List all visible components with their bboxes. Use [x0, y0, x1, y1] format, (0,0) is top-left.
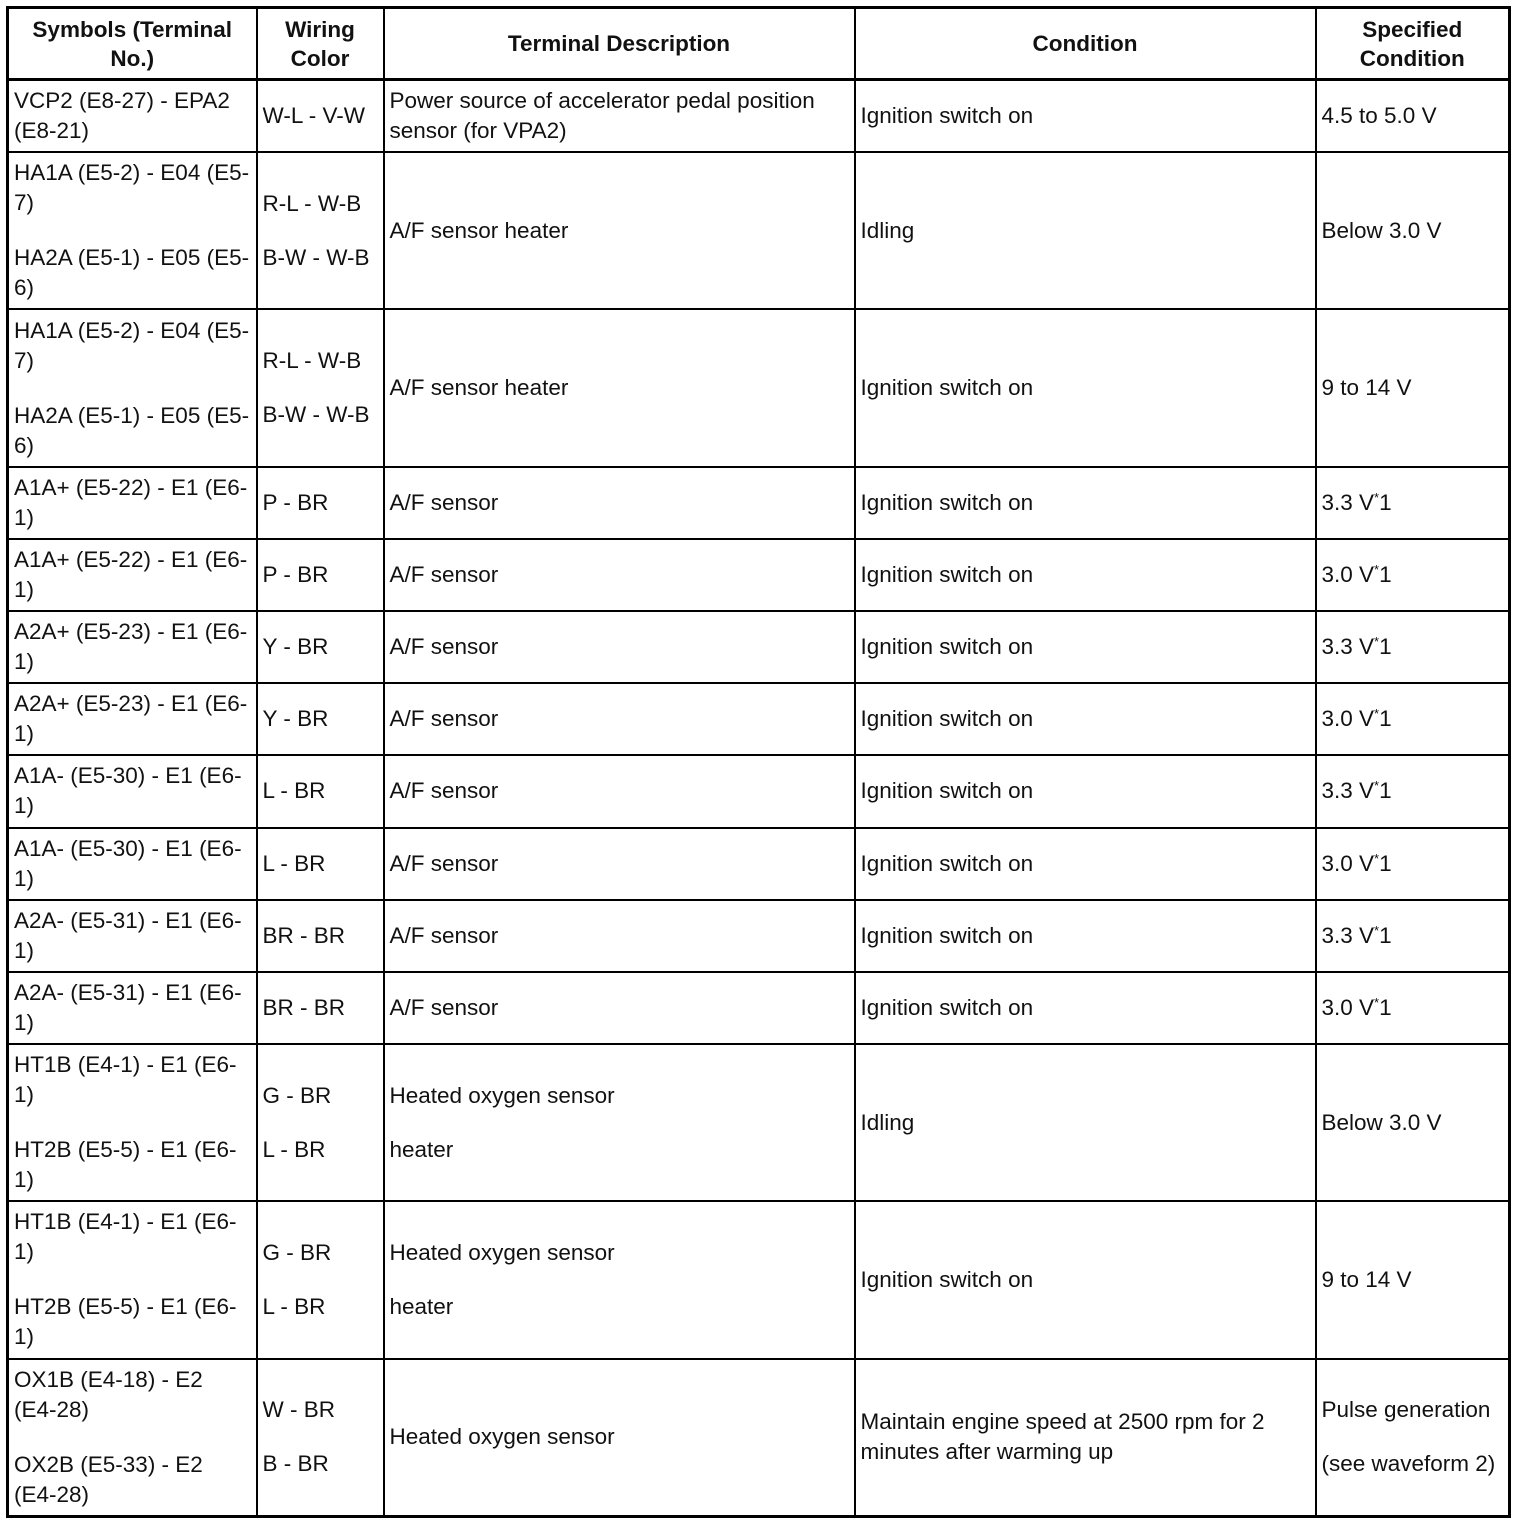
footnote-asterisk: * — [1374, 922, 1380, 938]
description-cell — [384, 900, 855, 972]
condition-cell: Maintain engine speed at 2500 rpm for 2 minutes after warming up — [855, 1359, 1316, 1517]
footnote-number: 1 — [1379, 706, 1392, 732]
spec-cell — [1316, 611, 1510, 683]
spec-cell: 9 to 14 V — [1316, 309, 1510, 466]
description-text: Power source of accelerator pedal position sensor (for VPA2) — [389, 88, 815, 144]
description-cell — [384, 828, 855, 900]
description-text: A/F sensor — [389, 634, 499, 660]
condition-cell: Ignition switch on — [855, 683, 1316, 755]
description-cell — [384, 152, 855, 309]
wiring-text: BR - BR — [262, 994, 346, 1020]
wiring-text: Y - BR — [262, 634, 329, 660]
symbols-text: HA1A (E5-2) - E04 (E5-7) — [14, 160, 250, 216]
symbols-text: A2A- (E5-31) - E1 (E6-1) — [14, 907, 242, 963]
header-specified-condition: Specified Condition — [1316, 8, 1510, 80]
condition-cell: Ignition switch on — [855, 611, 1316, 683]
footnote-asterisk: * — [1374, 634, 1380, 650]
spec-cell: 4.5 to 5.0 V — [1316, 80, 1510, 153]
description-text: A/F sensor — [389, 922, 499, 948]
symbols-text: A1A- (E5-30) - E1 (E6-1) — [14, 835, 242, 891]
table-row — [8, 683, 1510, 755]
table-row — [8, 900, 1510, 972]
footnote-asterisk: * — [1374, 778, 1380, 794]
description-text: A/F sensor — [389, 778, 499, 804]
footnote-number: 1 — [1379, 562, 1392, 587]
description-cell — [384, 683, 855, 755]
symbols-text: A1A+ (E5-22) - E1 (E6-1) — [14, 547, 248, 602]
wiring-cell — [257, 80, 384, 153]
table-row — [8, 467, 1510, 539]
spec-cell: Below 3.0 V — [1316, 1044, 1510, 1201]
description-text: Heated oxygen sensor — [389, 1424, 615, 1450]
footnote-number: 1 — [1379, 850, 1392, 876]
spec-cell: Below 3.0 V — [1316, 152, 1510, 309]
wiring-cell — [257, 152, 384, 309]
footnote-asterisk: * — [1374, 562, 1380, 577]
spec-cell — [1316, 467, 1510, 539]
description-text: A/F sensor — [389, 489, 499, 515]
wiring-text: W - BR — [262, 1397, 335, 1423]
description-text: A/F sensor — [389, 706, 499, 732]
symbols-cell — [8, 755, 257, 827]
wiring-text: R-L - W-B — [262, 190, 362, 216]
wiring-cell — [257, 828, 384, 900]
table-row — [8, 152, 1510, 309]
spec-value: 3.0 V — [1321, 706, 1375, 732]
symbols-cell — [8, 900, 257, 972]
description-cell — [384, 611, 855, 683]
symbols-cell — [8, 1359, 257, 1517]
symbols-text: HT2B (E5-5) - E1 (E6-1) — [14, 1137, 237, 1193]
symbols-cell — [8, 1201, 257, 1358]
table-row — [8, 1201, 1510, 1358]
description-text: A/F sensor heater — [389, 375, 569, 401]
wiring-text: G - BR — [262, 1239, 332, 1265]
footnote-asterisk: * — [1374, 489, 1380, 505]
symbols-text: HA2A (E5-1) - E05 (E5-6) — [14, 245, 250, 301]
symbols-cell — [8, 309, 257, 466]
spec-note: (see waveform 2) — [1321, 1451, 1496, 1477]
wiring-text: B-W - W-B — [262, 402, 370, 428]
footnote-number: 1 — [1379, 634, 1392, 660]
wiring-cell — [257, 467, 384, 539]
table-row — [8, 80, 1510, 153]
spec-cell — [1316, 972, 1510, 1044]
wiring-text: B-W - W-B — [262, 244, 370, 270]
wiring-text: R-L - W-B — [262, 348, 362, 374]
table-row — [8, 755, 1510, 827]
header-symbols: Symbols (Terminal No.) — [8, 8, 257, 80]
description-text: Heated oxygen sensor — [389, 1239, 615, 1265]
symbols-text: OX1B (E4-18) - E2 (E4-28) — [14, 1366, 203, 1422]
description-cell — [384, 467, 855, 539]
wiring-text: L - BR — [262, 778, 326, 804]
description-text: A/F sensor — [389, 562, 499, 587]
symbols-text: HT2B (E5-5) - E1 (E6-1) — [14, 1294, 237, 1350]
condition-cell: Ignition switch on — [855, 467, 1316, 539]
condition-cell: Idling — [855, 152, 1316, 309]
footnote-asterisk: * — [1374, 850, 1380, 866]
description-cell — [384, 1044, 855, 1201]
spec-value: 3.3 V — [1321, 634, 1375, 660]
wiring-text: L - BR — [262, 850, 326, 876]
symbols-text: OX2B (E5-33) - E2 (E4-28) — [14, 1451, 203, 1507]
symbols-cell — [8, 152, 257, 309]
wiring-text: B - BR — [262, 1451, 329, 1477]
symbols-cell — [8, 539, 257, 611]
table-row — [8, 1359, 1510, 1517]
wiring-cell — [257, 611, 384, 683]
symbols-text: A1A- (E5-30) - E1 (E6-1) — [14, 763, 242, 819]
wiring-text: Y - BR — [262, 706, 329, 732]
description-text: A/F sensor — [389, 994, 499, 1020]
wiring-text: L - BR — [262, 1136, 326, 1162]
description-cell — [384, 539, 855, 611]
symbols-text: A2A+ (E5-23) - E1 (E6-1) — [14, 691, 248, 747]
terminal-spec-table — [6, 6, 1511, 1518]
wiring-text: P - BR — [262, 562, 329, 587]
symbols-cell — [8, 611, 257, 683]
wiring-cell — [257, 1359, 384, 1517]
wiring-cell — [257, 900, 384, 972]
symbols-text: A1A+ (E5-22) - E1 (E6-1) — [14, 474, 248, 530]
footnote-number: 1 — [1379, 994, 1392, 1020]
description-text: heater — [389, 1136, 454, 1162]
table-row — [8, 1044, 1510, 1201]
wiring-cell — [257, 539, 384, 611]
symbols-cell — [8, 828, 257, 900]
table-row — [8, 972, 1510, 1044]
wiring-text: G - BR — [262, 1082, 332, 1108]
spec-value: 3.0 V — [1321, 994, 1375, 1020]
condition-cell: Ignition switch on — [855, 828, 1316, 900]
description-text: Heated oxygen sensor — [389, 1082, 615, 1108]
footnote-asterisk: * — [1374, 706, 1380, 722]
spec-cell — [1316, 828, 1510, 900]
symbols-cell — [8, 683, 257, 755]
symbols-cell — [8, 972, 257, 1044]
spec-cell — [1316, 683, 1510, 755]
spec-cell: 9 to 14 V — [1316, 1201, 1510, 1358]
description-cell — [384, 309, 855, 466]
table-row — [8, 309, 1510, 466]
condition-cell: Ignition switch on — [855, 1201, 1316, 1358]
wiring-text: BR - BR — [262, 922, 346, 948]
table-header-row — [8, 8, 1510, 80]
symbols-text: A2A+ (E5-23) - E1 (E6-1) — [14, 619, 248, 675]
symbols-cell — [8, 80, 257, 153]
symbols-text: HA1A (E5-2) - E04 (E5-7) — [14, 317, 250, 373]
wiring-text: L - BR — [262, 1293, 326, 1319]
description-text: A/F sensor heater — [389, 217, 569, 243]
footnote-number: 1 — [1379, 922, 1392, 948]
description-cell — [384, 1201, 855, 1358]
symbols-text: HT1B (E4-1) - E1 (E6-1) — [14, 1209, 237, 1265]
wiring-cell — [257, 1044, 384, 1201]
header-terminal-description: Terminal Description — [384, 8, 855, 80]
spec-value: 3.0 V — [1321, 850, 1375, 876]
spec-cell — [1316, 539, 1510, 611]
wiring-text: P - BR — [262, 489, 329, 515]
condition-cell: Idling — [855, 1044, 1316, 1201]
condition-cell: Ignition switch on — [855, 80, 1316, 153]
spec-cell — [1316, 900, 1510, 972]
footnote-number: 1 — [1379, 489, 1392, 515]
symbols-text: VCP2 (E8-27) - EPA2 (E8-21) — [14, 88, 230, 144]
spec-value: 3.0 V — [1321, 562, 1375, 587]
spec-cell — [1316, 755, 1510, 827]
footnote-number: 1 — [1379, 778, 1392, 804]
wiring-cell — [257, 972, 384, 1044]
wiring-cell — [257, 309, 384, 466]
table-row — [8, 828, 1510, 900]
footnote-asterisk: * — [1374, 994, 1380, 1010]
wiring-cell — [257, 755, 384, 827]
condition-cell: Ignition switch on — [855, 900, 1316, 972]
symbols-text: HA2A (E5-1) - E05 (E5-6) — [14, 402, 250, 458]
condition-cell: Ignition switch on — [855, 539, 1316, 611]
wiring-cell — [257, 683, 384, 755]
table-row — [8, 539, 1510, 611]
table-row — [8, 611, 1510, 683]
condition-cell: Ignition switch on — [855, 309, 1316, 466]
description-cell — [384, 80, 855, 153]
condition-cell: Ignition switch on — [855, 972, 1316, 1044]
description-text: A/F sensor — [389, 850, 499, 876]
description-cell — [384, 1359, 855, 1517]
symbols-cell — [8, 467, 257, 539]
description-cell — [384, 972, 855, 1044]
spec-cell — [1316, 1359, 1510, 1517]
symbols-text: HT1B (E4-1) - E1 (E6-1) — [14, 1052, 237, 1108]
description-text: heater — [389, 1293, 454, 1319]
symbols-cell — [8, 1044, 257, 1201]
spec-value: Pulse generation — [1321, 1397, 1491, 1423]
wiring-text: W-L - V-W — [262, 103, 365, 129]
symbols-text: A2A- (E5-31) - E1 (E6-1) — [14, 979, 242, 1035]
header-condition: Condition — [855, 8, 1316, 80]
header-wiring-color: Wiring Color — [257, 8, 384, 80]
spec-value: 3.3 V — [1321, 489, 1375, 515]
condition-cell: Ignition switch on — [855, 755, 1316, 827]
wiring-cell — [257, 1201, 384, 1358]
description-cell — [384, 755, 855, 827]
spec-value: 3.3 V — [1321, 922, 1375, 948]
spec-value: 3.3 V — [1321, 778, 1375, 804]
